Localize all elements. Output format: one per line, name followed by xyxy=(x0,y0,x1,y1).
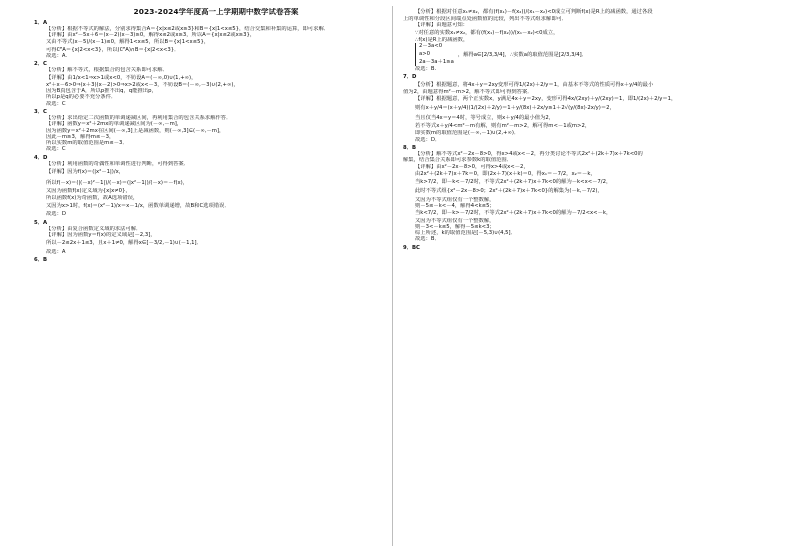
text-line: ∴f(x)是R上的减函数， xyxy=(415,36,469,43)
text-line: 值为2，由题意得m²－m>2，解不等式即可得到答案． xyxy=(403,88,533,95)
question-number: 8．B xyxy=(403,144,417,151)
text-line: 则有x＋y/4＝(x＋y/4)(1/(2x)＋2/y)＝1＋y/(8x)＋2x/y≥1＋2√(y/(8x)·2x/y)＝2， xyxy=(415,105,615,112)
answer-line: 故选：A xyxy=(46,249,66,256)
text-line: 当k>7/2，即－k<－7/2时，不等式2x²＋(2k＋7)x＋7k<0的解为－k<x<－7/2， xyxy=(415,179,612,186)
answer-line: 故选：D xyxy=(46,211,66,218)
solution-line: 【详解】由1/x<1⇒x>1或x<0，不妨设A＝(－∞,0)∪(1,+∞)， xyxy=(46,74,197,81)
text-line: 若不等式x＋y/4<m²－m有解，则有m²－m>2，解可得m<－1或m>2， xyxy=(415,123,591,130)
system-conclusion: ，解得a∈[2/3,3/4]，∴实数a的取值范围是[2/3,3/4]． xyxy=(457,51,587,58)
left-column xyxy=(34,8,398,546)
column-divider xyxy=(392,6,393,546)
text-line: 又因为函数f(x)定义域为{x|x≠0}， xyxy=(46,188,131,195)
text-line: 当且仅当4x＝y＝4时，等号成立，则x＋y/4的最小值为2， xyxy=(415,114,555,121)
analysis-line: 【分析】根据不等式的解法，分别求得集合A＝{x|x≤2或x≥3}和B＝{x|1<x≤5}，结合交集和补集的运算，即可求解． xyxy=(46,25,330,32)
text-line: 所以p是q的必要不充分条件． xyxy=(46,94,117,101)
document-title: 2023-2024学年度高一上学期期中数学试卷答案 xyxy=(133,8,299,16)
text-line: 则－3<－k≤5，解得－5≤k<3； xyxy=(415,223,495,230)
right-column xyxy=(403,8,767,546)
left-column-body xyxy=(34,20,398,264)
analysis-line: 【分析】根据题意，将4x＋y＝2xy变形可得1/(2x)＋2/y＝1，由基本不等式的性质可得x＋y/4的最小 xyxy=(415,81,654,88)
text-line: 则－5≤－k<－4，解得4<k≤5； xyxy=(415,203,495,210)
text-line: 所以f(－x)＝(|(－x)²－1|)/(－x)＝(|x²－1|)/(－x)＝－f(x)， xyxy=(46,179,189,186)
text-line: 由2x²＋(2k＋7)x＋7k＝0，即(2x＋7)(x＋k)＝0，得x₁＝－7/2，x₂＝－k， xyxy=(415,170,596,177)
question-number: 6．B xyxy=(34,257,48,264)
answer-line: 故选：D． xyxy=(415,136,441,143)
system-row: a>0 xyxy=(419,50,431,57)
text-line: 上的单调性和分段区间端点处函数值的比较，列出不等式组求解即可． xyxy=(403,16,568,23)
inequality-system xyxy=(415,43,454,66)
analysis-line: 【分析】利用函数的奇偶性和单调性进行判断，可得到答案． xyxy=(46,160,190,167)
solution-line: 【详解】由x²－2x－8>0，可得x>4或x<－2， xyxy=(415,163,529,170)
solution-line: 【详解】由题意可知： xyxy=(415,22,468,29)
answer-line: 故选：C xyxy=(46,100,66,107)
question-number: 9．BC xyxy=(403,244,420,251)
analysis-line: 【分析】由复合函数定义域的求法可解． xyxy=(46,225,142,232)
text-line: 即实数m的取值范围是(－∞,－1)∪(2,+∞)． xyxy=(415,130,520,137)
text-line: 所以实数m的取值范围是m≤－3． xyxy=(46,140,128,147)
system-row: 2－3a<0 xyxy=(419,43,443,50)
text-line: 又因为不等式组仅有一个整数解， xyxy=(415,196,495,203)
answer-line: 故选：A. xyxy=(46,52,68,59)
analysis-line: 【分析】求出给定二次函数的单调递减区间，再利用集合的包含关系求解作答． xyxy=(46,115,232,122)
question-number: 2．C xyxy=(34,61,47,68)
solution-line: 【详解】函数y＝x²＋2mx的单调递减区间为(－∞,－m]， xyxy=(46,121,183,128)
solution-line: 【详解】因为f(x)＝(|x²－1|)/x， xyxy=(46,169,125,176)
text-line: 此时不等式组{x²－2x－8>0；2x²＋(2k＋7)x＋7k<0}的解集为(－k,－7/2)， xyxy=(415,188,603,195)
question-number: 7．D xyxy=(403,74,417,81)
answer-line: 故选：B． xyxy=(415,236,440,243)
question-number: 4．D xyxy=(34,154,48,161)
text-line: 因为B真包含于A，所以p推不出q，q能推出p， xyxy=(46,88,157,95)
text-line: 又因为不等式组仅有一个整数解， xyxy=(415,217,495,224)
text-line: 因为函数y＝x²＋2mx在区间(－∞,3]上是减函数，则(－∞,3]⊆(－∞,－m]， xyxy=(46,127,225,134)
right-column-body xyxy=(403,8,767,251)
solution-line: 【详解】因为函数y＝f(x)的定义域是[－2,3]， xyxy=(46,232,156,239)
text-line: x²＋x－6>0⇒(x＋3)(x－2)>0⇒x>2或x<－3，不妨设B＝(－∞,－3)∪(2,+∞)， xyxy=(46,81,239,88)
question-number: 5．A xyxy=(34,219,48,226)
solution-line: 【详解】由x²－5x＋6＝(x－2)(x－3)≥0，解得x≤2或x≥3，所以A＝{x|x≤2或x≥3}， xyxy=(46,32,256,39)
text-line: ∵对任意的实数x₁≠x₂，都有(f(x₁)－f(x₂))/(x₁－x₂)<0成立， xyxy=(415,29,559,36)
inequality-system-line xyxy=(403,43,767,66)
text-line: 当k<7/2，即－k>－7/2时，不等式2x²＋(2k＋7)x＋7k<0的解为－7/2<x<－k， xyxy=(415,210,612,217)
question-number: 3．C xyxy=(34,108,47,115)
text-line: 综上所述，k的取值范围是[－5,3)∪(4,5]． xyxy=(415,230,516,237)
text-line: 可得∁ᴿA＝{x|2<x<3}，所以(∁ᴿA)∩B＝{x|2<x<3}． xyxy=(46,46,180,53)
text-line: 又由不等式(x－5)/(x－1)≤0，解得1<x≤5，所以B＝{x|1<x≤5}， xyxy=(46,39,210,46)
text-line: 所以－2≤2x＋1≤3，且x＋1≠0，解得x∈[－3/2,－1)∪(－1,1]． xyxy=(46,240,202,247)
solution-line: 【详解】根据题意，两个正实数x，y满足4x＋y＝2xy，变形可得4x/(2xy)＋y/(2xy)＝1，即1/(2x)＋2/y＝1， xyxy=(415,96,677,103)
text-line: 又因为x>1时，f(x)＝(x²－1)/x＝x－1/x，函数单调递增，故B和C选项错误． xyxy=(46,202,230,209)
system-row: 2a－3a＋1≥a xyxy=(419,58,454,65)
text-line: 所以函数f(x)为奇函数，故A选项错误， xyxy=(46,194,139,201)
analysis-line: 【分析】解不等式，根据集合的包含关系即可求解． xyxy=(46,67,168,74)
text-line: 因此－m≥3，解得m≤－3， xyxy=(46,133,115,140)
analysis-line: 【分析】根据对任意x₁≠x₂，都有(f(x₁)－f(x₂))/(x₁－x₂)<0成立可判断f(x)是R上的减函数，通过各段 xyxy=(415,9,653,15)
answer-line: 故选：C xyxy=(46,146,66,153)
question-number: 1．A xyxy=(34,19,48,26)
answer-line: 故选：B. xyxy=(415,66,437,73)
text-line: 解集，结合集合关系即可求参数k的取值范围． xyxy=(403,157,513,164)
analysis-line: 【分析】解不等式x²－2x－8>0，得x>4或x<－2，再分类讨论不等式2x²＋(2k＋7)x＋7k<0的 xyxy=(415,151,643,158)
